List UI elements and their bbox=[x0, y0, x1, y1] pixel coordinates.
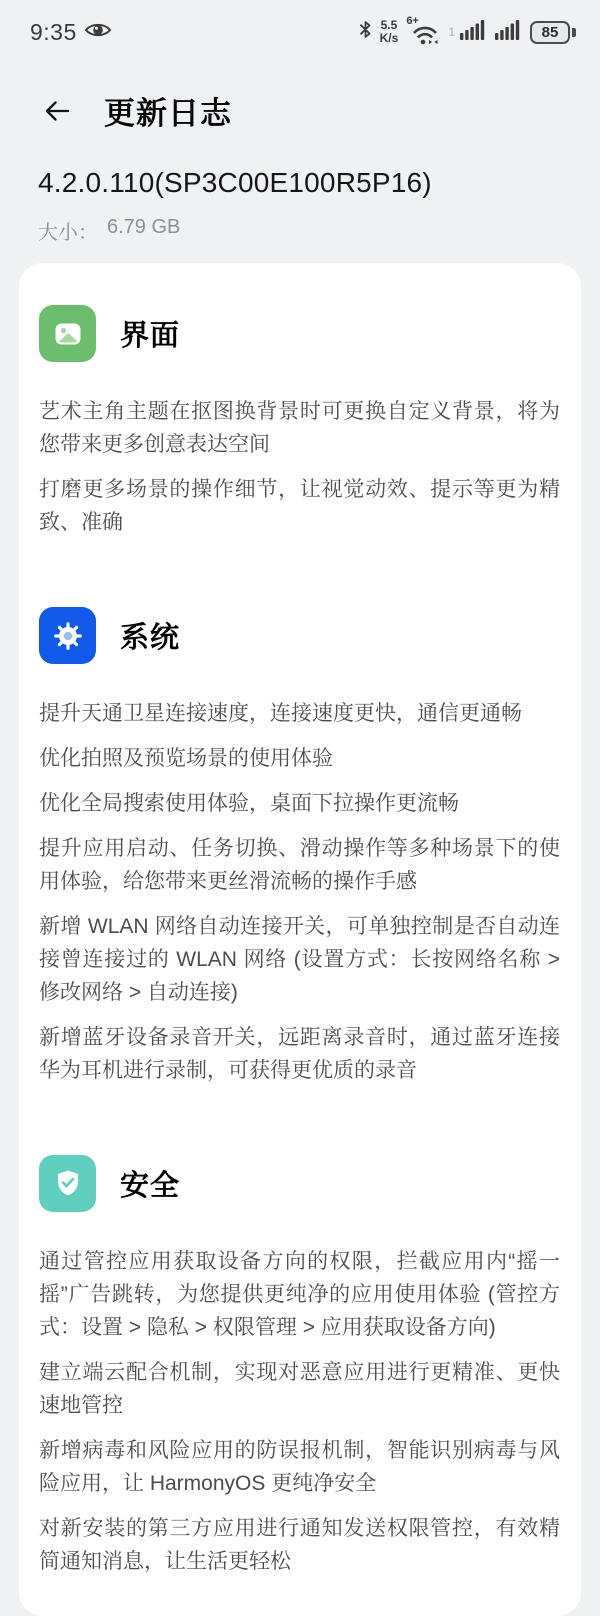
status-time: 9:35 bbox=[30, 18, 77, 45]
changelog-paragraph: 打磨更多场景的操作细节，让视觉动效、提示等更为精致、准确 bbox=[39, 478, 560, 534]
back-arrow-icon bbox=[41, 95, 73, 127]
changelog-paragraph: 优化全局搜索使用体验，桌面下拉操作更流畅 bbox=[39, 792, 459, 815]
changelog-paragraph: 艺术主角主题在抠图换背景时可更换自定义背景，将为您带来更多创意表达空间 bbox=[39, 400, 560, 456]
eye-comfort-icon bbox=[84, 20, 112, 45]
image-icon bbox=[39, 305, 96, 362]
section-title-system: 系统 bbox=[120, 622, 181, 654]
signal-bars-sim1 bbox=[460, 19, 487, 45]
section-security bbox=[39, 1155, 560, 1578]
status-bar bbox=[0, 0, 600, 58]
sim1-indicator: 1 bbox=[448, 25, 455, 39]
battery-nub bbox=[572, 28, 576, 37]
section-interface bbox=[39, 305, 560, 539]
page-title: 更新日志 bbox=[104, 96, 232, 131]
section-system bbox=[39, 607, 560, 1087]
gear-icon bbox=[39, 607, 96, 664]
changelog-paragraph: 新增病毒和风险应用的防误报机制，智能识别病毒与风险应用，让 HarmonyOS 更纯净安全 bbox=[39, 1439, 560, 1495]
shield-icon bbox=[39, 1155, 96, 1212]
network-speed-value: 5.5 bbox=[380, 18, 398, 33]
changelog-paragraph: 新增 WLAN 网络自动连接开关，可单独控制是否自动连接曾连接过的 WLAN 网络 (设置方式：长按网络名称 > 修改网络 > 自动连接) bbox=[39, 915, 560, 1004]
bluetooth-icon bbox=[359, 20, 372, 44]
section-system-header bbox=[39, 607, 560, 664]
changelog-paragraph: 通过管控应用获取设备方向的权限，拦截应用内“摇一摇”广告跳转，为您提供更纯净的应用使用体验 (管控方式：设置 > 隐私 > 权限管理 > 应用获取设备方向) bbox=[39, 1250, 560, 1339]
changelog-paragraph: 提升应用启动、任务切换、滑动操作等多种场景下的使用体验，给您带来更丝滑流畅的操作手感 bbox=[39, 837, 560, 893]
network-speed bbox=[380, 19, 399, 44]
changelog-card bbox=[19, 263, 581, 1616]
version-number: 4.2.0.110(SP3C00E100R5P16) bbox=[38, 167, 432, 198]
network-speed-unit: K/s bbox=[379, 31, 399, 45]
wifi6plus-icon bbox=[406, 17, 440, 47]
size-label: 大小： bbox=[38, 222, 98, 244]
size-value: 6.79 GB bbox=[107, 216, 181, 238]
section-title-interface: 界面 bbox=[120, 320, 181, 352]
section-title-security: 安全 bbox=[120, 1170, 181, 1202]
changelog-paragraph: 优化拍照及预览场景的使用体验 bbox=[39, 747, 333, 770]
section-interface-header bbox=[39, 305, 560, 362]
changelog-paragraph: 新增蓝牙设备录音开关，远距离录音时，通过蓝牙连接华为耳机进行录制，可获得更优质的录音 bbox=[39, 1026, 560, 1082]
battery-icon bbox=[530, 21, 576, 44]
changelog-paragraph: 建立端云配合机制，实现对恶意应用进行更精准、更快速地管控 bbox=[39, 1361, 560, 1417]
update-size bbox=[38, 216, 562, 245]
changelog-paragraph: 提升天通卫星连接速度，连接速度更快，通信更通畅 bbox=[39, 702, 522, 725]
changelog-paragraph: 对新安装的第三方应用进行通知发送权限管控，有效精简通知消息，让生活更轻松 bbox=[39, 1517, 560, 1573]
wifi6plus-label: 6+ bbox=[406, 15, 419, 27]
back-button[interactable] bbox=[40, 94, 74, 128]
signal-bars-sim2 bbox=[495, 19, 522, 45]
section-security-header bbox=[39, 1155, 560, 1212]
page-header bbox=[0, 58, 600, 133]
battery-percent: 85 bbox=[530, 21, 570, 44]
version-block bbox=[0, 167, 600, 245]
